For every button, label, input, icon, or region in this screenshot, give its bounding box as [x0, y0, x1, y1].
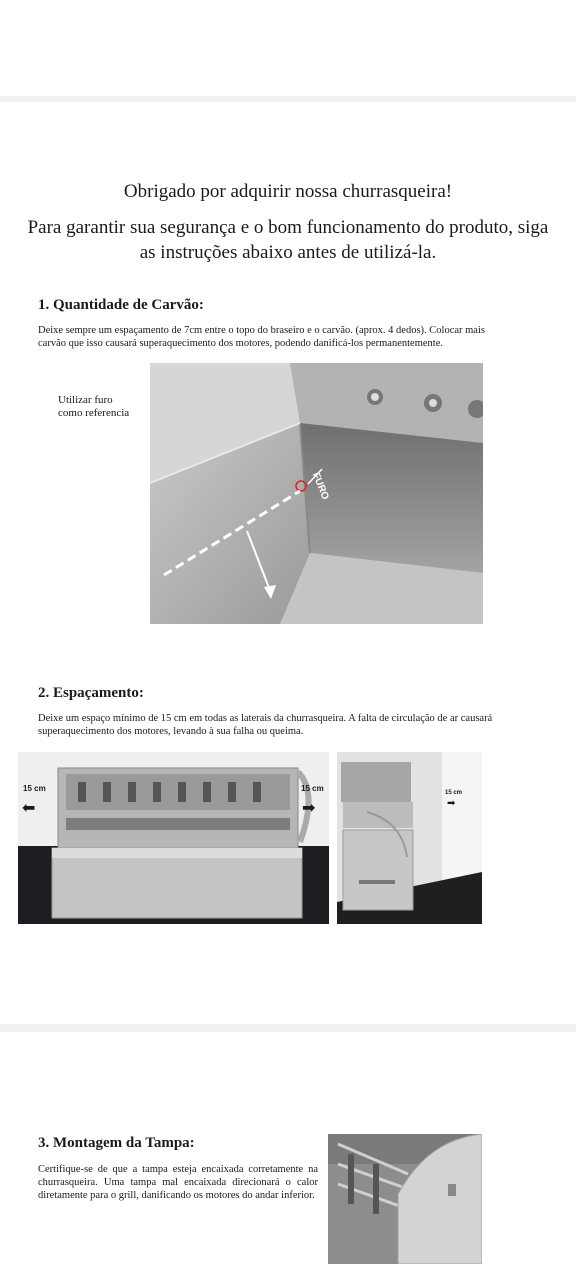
arrow-left-icon: ⬅ — [22, 798, 36, 817]
arrow-right-icon: ➡ — [302, 798, 316, 817]
charcoal-hole-photo — [150, 363, 483, 624]
lid-assembly-photo — [328, 1134, 482, 1264]
section2-title: 2. Espaçamento: — [38, 685, 144, 701]
page-separator-middle — [0, 1024, 576, 1032]
section1-side-note: Utilizar furo como referencia — [58, 394, 130, 419]
section1-text: Deixe sempre um espaçamento de 7cm entre o topo do braseiro e o carvão. (aprox. 4 dedos). Colocar mais carvão que isso causará superaquecimento dos motores, podendo danificá-los permanentemente. — [38, 325, 485, 349]
furo-label: FURO — [309, 471, 331, 502]
grill-side-photo — [337, 752, 482, 924]
section3-title: 3. Montagem da Tampa: — [38, 1135, 195, 1151]
label-15cm-left: 15 cm — [23, 784, 46, 793]
grill-front-photo — [18, 752, 329, 924]
section1-title: 1. Quantidade de Carvão: — [38, 297, 204, 313]
side-arrow-right-icon: ➡ — [447, 798, 456, 809]
section3-text: Certifique-se de que a tampa esteja encaixada corretamente na churrasqueira. Uma tampa mal encaixada direcionará o calor diretamente para o grill, danificando os motores do andar inferior. — [38, 1164, 318, 1201]
label-15cm-side: 15 cm — [445, 790, 463, 796]
page-separator-top — [0, 96, 576, 102]
intro-text: Para garantir sua segurança e o bom funcionamento do produto, siga as instruções abaixo antes de utilizá-la. — [27, 217, 549, 263]
thanks-heading: Obrigado por adquirir nossa churrasqueira! — [123, 181, 453, 202]
label-15cm-right: 15 cm — [301, 784, 324, 793]
section2-text: Deixe um espaço mínimo de 15 cm em todas as laterais da churrasqueira. A falta de circulação de ar causará superaquecimento dos motores, levando à sua falha ou queima. — [38, 713, 493, 737]
